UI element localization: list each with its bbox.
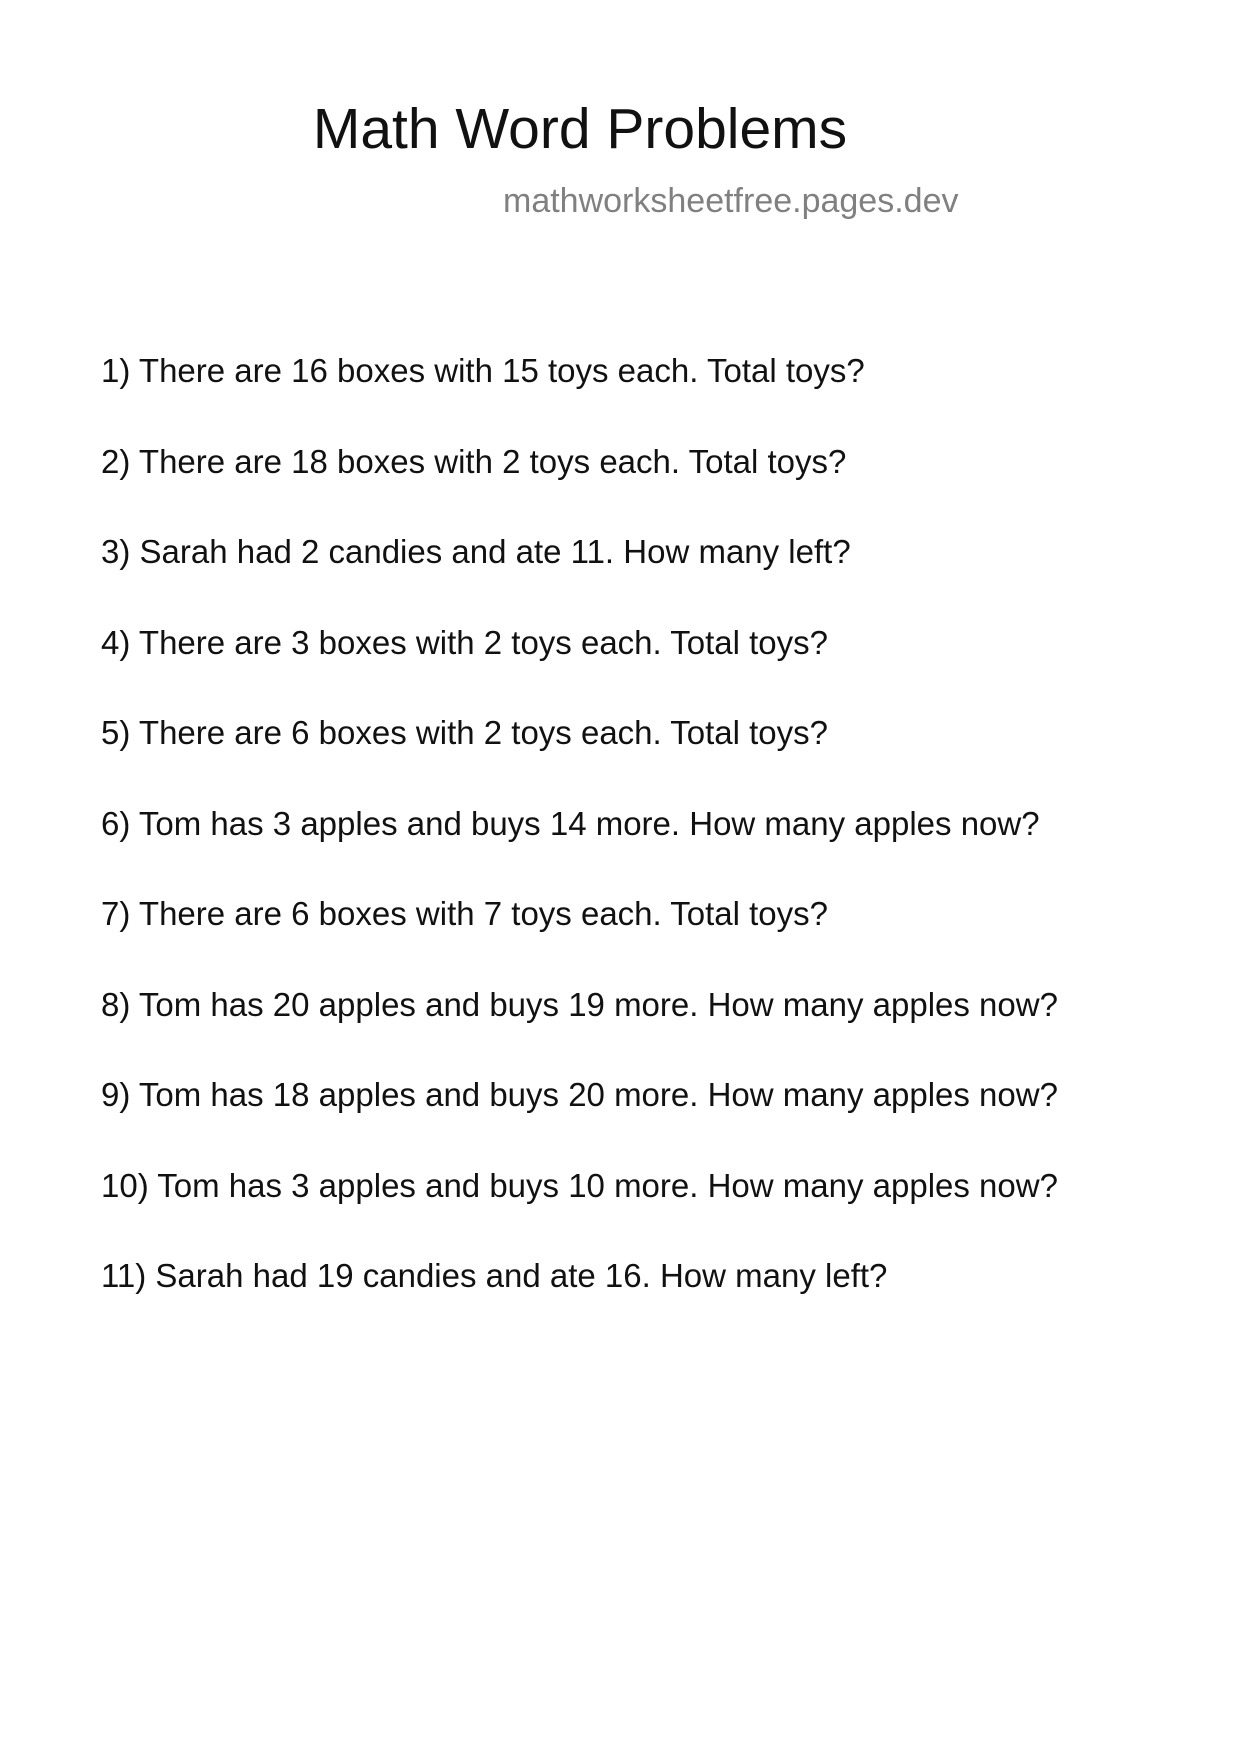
problem-list — [101, 348, 1058, 1344]
problem-item: 3) Sarah had 2 candies and ate 11. How many left? — [101, 533, 851, 570]
problem-item: 9) Tom has 18 apples and buys 20 more. How many apples now? — [101, 1076, 1058, 1113]
problem-item: 5) There are 6 boxes with 2 toys each. Total toys? — [101, 714, 829, 751]
page-title: Math Word Problems — [312, 97, 848, 161]
problem-item: 2) There are 18 boxes with 2 toys each. Total toys? — [101, 442, 847, 480]
problem-item: 8) Tom has 20 apples and buys 19 more. How many apples now? — [101, 985, 1058, 1023]
problem-item: 4) There are 3 boxes with 2 toys each. Total toys? — [101, 623, 829, 661]
problem-item: 10) Tom has 3 apples and buys 10 more. How many apples now? — [101, 1166, 1058, 1204]
problem-item: 7) There are 6 boxes with 7 toys each. Total toys? — [101, 895, 829, 932]
problem-item: 6) Tom has 3 apples and buys 14 more. How many apples now? — [101, 804, 1040, 842]
problem-item: 1) There are 16 boxes with 15 toys each. Total toys? — [101, 352, 865, 389]
source-url: mathworksheetfree.pages.dev — [503, 182, 959, 220]
problem-item: 11) Sarah had 19 candies and ate 16. How many left? — [101, 1257, 888, 1294]
